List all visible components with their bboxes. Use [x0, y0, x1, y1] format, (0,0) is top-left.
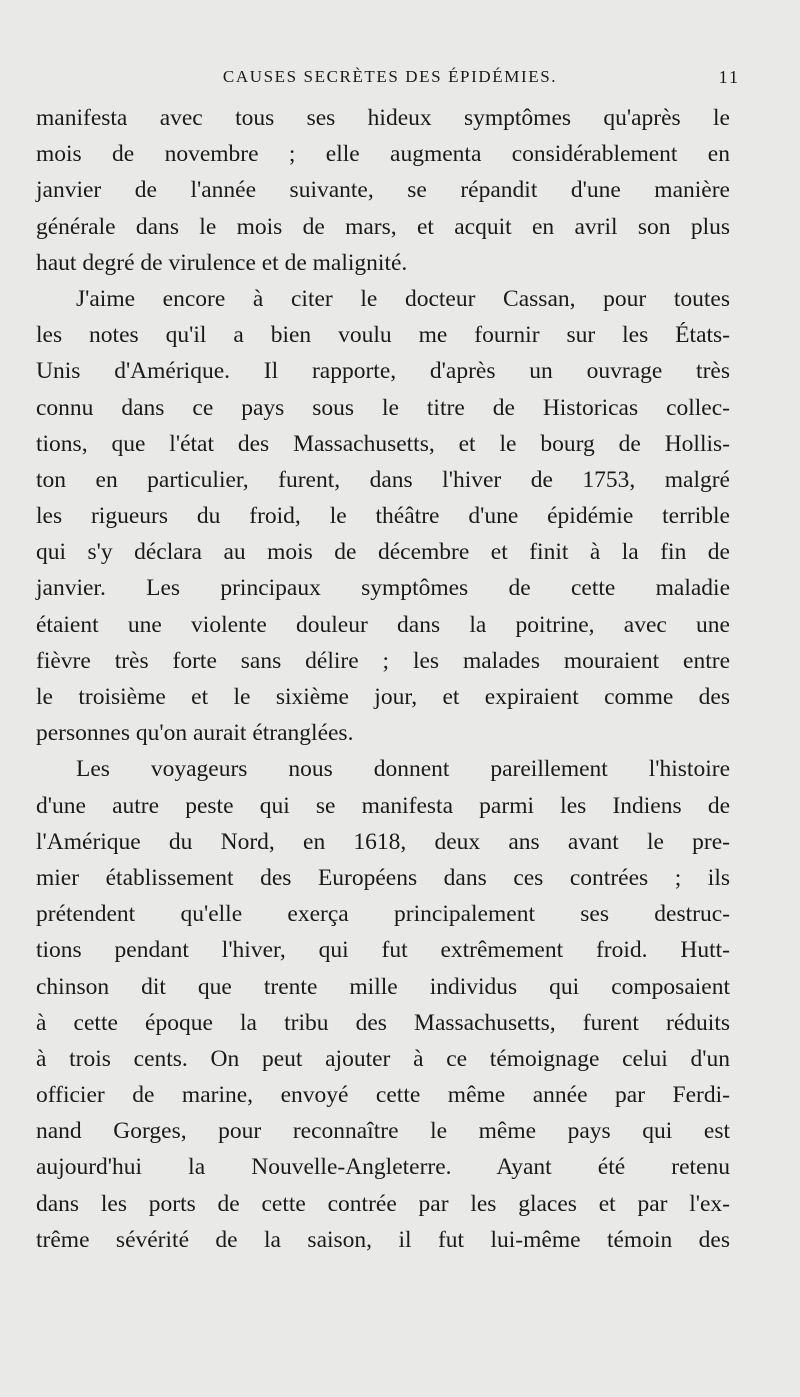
paragraph-first-line: J'aime encore à citer le docteur Cassan, pour toutes [76, 285, 730, 312]
text-line: chinson dit que trente mille individus qui composaient [36, 973, 730, 1000]
text-line: manifesta avec tous ses hideux symptômes qu'après le [36, 105, 730, 131]
text-line: à cette époque la tribu des Massachusetts, furent réduits [36, 1009, 730, 1036]
text-line: personnes qu'on aurait étranglées. [36, 720, 354, 747]
text-line: dans les ports de cette contrée par les glaces et par l'ex- [36, 1190, 730, 1217]
running-head [40, 60, 740, 94]
text-line: nand Gorges, pour reconnaître le même pays qui est [36, 1118, 730, 1145]
text-line: à trois cents. On peut ajouter à ce témoignage celui d'un [36, 1045, 730, 1072]
paragraph-first-line: Les voyageurs nous donnent pareillement l'histoire [76, 756, 730, 783]
text-line: trême sévérité de la saison, il fut lui-même témoin des [36, 1226, 730, 1253]
text-line: aujourd'hui la Nouvelle-Angleterre. Ayant été retenu [36, 1154, 730, 1181]
text-line: haut degré de virulence et de malignité. [36, 249, 408, 276]
text-line: le troisième et le sixième jour, et expiraient comme des [36, 684, 730, 710]
running-title: CAUSES SECRÈTES DES ÉPIDÉMIES. [222, 67, 558, 86]
text-line: étaient une violente douleur dans la poitrine, avec une [36, 611, 730, 638]
text-line: prétendent qu'elle exerça principalement ses destruc- [36, 901, 730, 928]
text-line: l'Amérique du Nord, en 1618, deux ans avant le pre- [36, 828, 730, 855]
text-line: générale dans le mois de mars, et acquit en avril son plus [36, 213, 730, 240]
text-line: d'une autre peste qui se manifesta parmi les Indiens de [36, 792, 730, 819]
body-text [36, 100, 730, 1258]
text-line: qui s'y déclara au mois de décembre et finit à la fin de [36, 539, 730, 566]
text-line: tions, que l'état des Massachusetts, et le bourg de Hollis- [36, 430, 730, 457]
text-line: fièvre très forte sans délire ; les malades mouraient entre [36, 647, 730, 674]
text-line: Unis d'Amérique. Il rapporte, d'après un ouvrage très [36, 358, 730, 385]
text-line: tions pendant l'hiver, qui fut extrêmement froid. Hutt- [36, 937, 730, 964]
text-line: janvier de l'année suivante, se répandit d'une manière [36, 177, 730, 204]
text-line: ton en particulier, furent, dans l'hiver de 1753, malgré [36, 466, 730, 493]
text-line: janvier. Les principaux symptômes de cette maladie [36, 575, 730, 602]
page-number: 11 [718, 67, 740, 87]
text-line: connu dans ce pays sous le titre de Historicas collec- [36, 394, 730, 421]
text-line: officier de marine, envoyé cette même année par Ferdi- [36, 1082, 730, 1109]
text-line: mois de novembre ; elle augmenta considérablement en [36, 141, 730, 168]
text-line: les notes qu'il a bien voulu me fournir sur les États- [36, 322, 730, 349]
text-line: les rigueurs du froid, le théâtre d'une épidémie terrible [36, 503, 730, 530]
text-line: mier établissement des Européens dans ces contrées ; ils [36, 864, 730, 891]
